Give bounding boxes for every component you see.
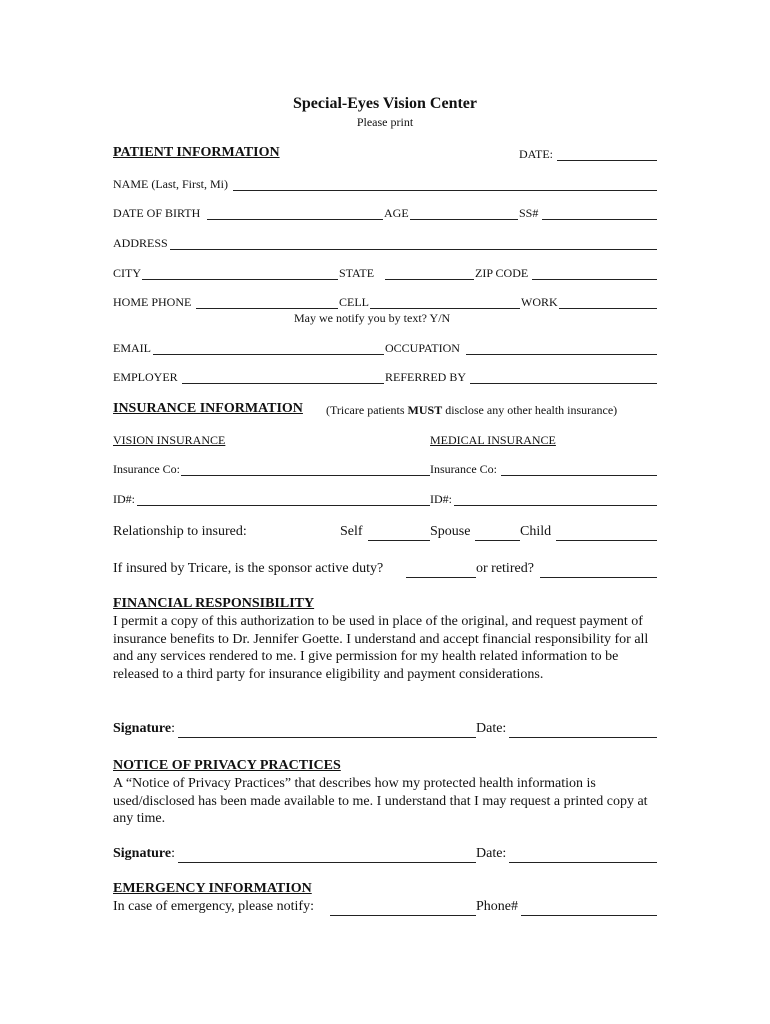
vision-insurance-label: VISION INSURANCE [113,433,226,447]
vision-insurance-co-label: Insurance Co: [113,462,180,476]
privacy-notice-text: A “Notice of Privacy Practices” that describes how my protected health information is used/disclosed has been made available to me. I understand that I may request a printed copy at any time. [113,776,648,826]
vision-id-label: ID#: [113,492,135,506]
date-label: DATE: [519,147,553,161]
occupation-label: OCCUPATION [385,341,460,355]
employer-label: EMPLOYER [113,370,178,384]
work-label: WORK [521,295,558,309]
zip-label: ZIP CODE [475,266,529,280]
retired-field[interactable] [540,577,657,578]
ss-field[interactable] [542,219,657,220]
relationship-label: Relationship to insured: [113,524,247,539]
home-phone-label: HOME PHONE [113,295,192,309]
age-field[interactable] [410,219,518,220]
ss-label: SS# [519,206,539,220]
financial-date-label: Date: [476,721,507,736]
form-subtitle: Please print [356,115,414,129]
financial-signature-label: Signature: [113,721,175,736]
emergency-notify-label: In case of emergency, please notify: [113,899,314,914]
address-field[interactable] [170,249,657,250]
employer-field[interactable] [182,383,384,384]
self-field[interactable] [368,540,430,541]
privacy-date-field[interactable] [509,862,657,863]
occupation-field[interactable] [466,354,657,355]
privacy-notice-heading: NOTICE OF PRIVACY PRACTICES [113,758,341,773]
self-label: Self [340,524,363,539]
email-label: EMAIL [113,341,151,355]
work-field[interactable] [559,308,657,309]
home-phone-field[interactable] [196,308,338,309]
medical-id-label: ID#: [430,492,452,506]
dob-label: DATE OF BIRTH [113,206,201,220]
form-title: Special-Eyes Vision Center [293,95,477,112]
emergency-phone-label: Phone# [476,899,518,914]
child-label: Child [520,524,552,539]
insurance-information-heading: INSURANCE INFORMATION [113,401,303,416]
spouse-field[interactable] [475,540,520,541]
tricare-question: If insured by Tricare, is the sponsor active duty? [113,561,384,576]
retired-label: or retired? [476,561,534,576]
medical-insurance-co-field[interactable] [501,475,657,476]
age-label: AGE [384,206,409,220]
email-field[interactable] [153,354,384,355]
text-notify-question: May we notify you by text? Y/N [294,311,451,325]
cell-field[interactable] [370,308,520,309]
emergency-contact-field[interactable] [330,915,476,916]
referred-by-label: REFERRED BY [385,370,467,384]
city-label: CITY [113,266,141,280]
privacy-signature-label: Signature: [113,846,175,861]
vision-id-field[interactable] [137,505,430,506]
financial-responsibility-text: I permit a copy of this authorization to be used in place of the original, and request payment of insurance benefits to Dr. Jennifer Goette. I understand and accept financial responsibility for all and any services rendered to me. I give permission for my health related information to be released to a third party for insurance eligibility and payment considerations. [113,614,649,682]
cell-label: CELL [339,295,369,309]
tricare-note: (Tricare patients MUST disclose any other health insurance) [326,403,618,417]
medical-insurance-label: MEDICAL INSURANCE [430,433,556,447]
name-label: NAME (Last, First, Mi) [113,177,228,191]
financial-signature-field[interactable] [178,737,476,738]
financial-date-field[interactable] [509,737,657,738]
referred-by-field[interactable] [470,383,657,384]
address-label: ADDRESS [113,236,168,250]
active-duty-field[interactable] [406,577,476,578]
privacy-date-label: Date: [476,846,507,861]
patient-information-heading: PATIENT INFORMATION [113,145,280,160]
emergency-information-heading: EMERGENCY INFORMATION [113,881,312,896]
name-field[interactable] [233,190,657,191]
financial-responsibility-heading: FINANCIAL RESPONSIBILITY [113,596,315,611]
spouse-label: Spouse [430,524,471,539]
zip-field[interactable] [532,279,657,280]
date-field[interactable] [557,160,657,161]
city-field[interactable] [142,279,338,280]
vision-insurance-co-field[interactable] [181,475,430,476]
state-label: STATE [339,266,375,280]
emergency-phone-field[interactable] [521,915,657,916]
medical-id-field[interactable] [454,505,657,506]
child-field[interactable] [556,540,657,541]
medical-insurance-co-label: Insurance Co: [430,462,497,476]
state-field[interactable] [385,279,474,280]
privacy-signature-field[interactable] [178,862,476,863]
dob-field[interactable] [207,219,383,220]
